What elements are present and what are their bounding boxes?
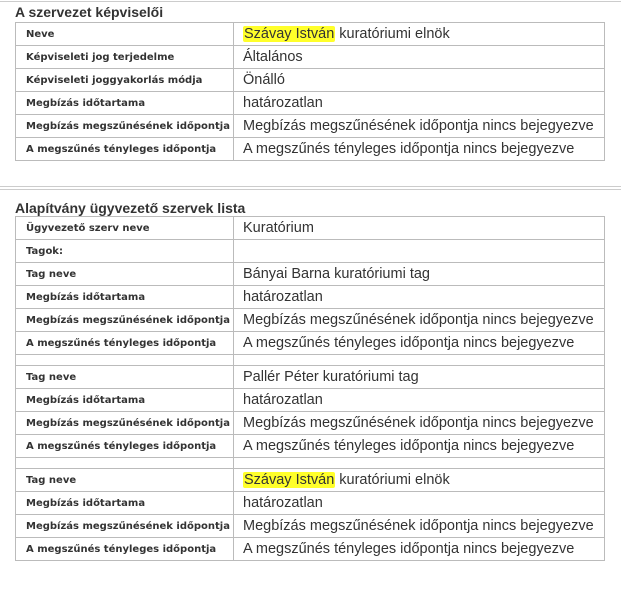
table-row [16,492,605,515]
field-label: A megszűnés tényleges időpontja [16,538,234,561]
field-label: Képviseleti jog terjedelme [16,46,234,69]
table-row [16,389,605,412]
field-label: Megbízás időtartama [16,389,234,412]
field-value: Megbízás megszűnésének időpontja nincs bejegyezve [234,515,605,538]
table-row [16,515,605,538]
table-row [16,332,605,355]
field-value: A megszűnés tényleges időpontja nincs bejegyezve [234,138,605,161]
table-row [16,286,605,309]
field-label: Képviseleti joggyakorlás módja [16,69,234,92]
member-separator [16,458,605,469]
table-row [16,538,605,561]
table-row [16,217,605,240]
field-label: Neve [16,23,234,46]
empty-cell [234,240,605,263]
field-value: Megbízás megszűnésének időpontja nincs bejegyezve [234,412,605,435]
table-row [16,92,605,115]
member-separator [16,355,605,366]
field-label: Megbízás időtartama [16,286,234,309]
field-label: Ügyvezető szerv neve [16,217,234,240]
table-row [16,412,605,435]
field-label: A megszűnés tényleges időpontja [16,332,234,355]
field-value: határozatlan [234,389,605,412]
table-row [16,69,605,92]
highlighted-name: Szávay István [244,26,335,42]
table-row [16,435,605,458]
representative-name-value [234,23,605,46]
field-label: Megbízás megszűnésének időpontja [16,515,234,538]
field-value: Általános [234,46,605,69]
field-label: Tag neve [16,469,234,492]
field-label: A megszűnés tényleges időpontja [16,435,234,458]
field-value: Önálló [234,69,605,92]
table-row [16,138,605,161]
members-label: Tagok: [16,240,234,263]
field-label: Megbízás megszűnésének időpontja [16,115,234,138]
field-value: határozatlan [234,92,605,115]
field-value: határozatlan [234,492,605,515]
field-label: Megbízás megszűnésének időpontja [16,412,234,435]
field-label: Megbízás időtartama [16,492,234,515]
table-row [16,263,605,286]
table-row [16,469,605,492]
member-name-value [234,469,605,492]
name-role: kuratóriumi elnök [335,472,450,488]
field-label: Tag neve [16,366,234,389]
field-value: A megszűnés tényleges időpontja nincs bejegyezve [234,538,605,561]
executive-bodies-table [15,216,605,561]
table-row [16,366,605,389]
field-value: Megbízás megszűnésének időpontja nincs bejegyezve [234,115,605,138]
field-value: határozatlan [234,286,605,309]
representatives-table [15,22,605,161]
field-label: A megszűnés tényleges időpontja [16,138,234,161]
field-label: Megbízás megszűnésének időpontja [16,309,234,332]
section-divider [0,186,621,190]
table-row [16,46,605,69]
member-name-value: Bányai Barna kuratóriumi tag [234,263,605,286]
field-label: Megbízás időtartama [16,92,234,115]
organ-name-value: Kuratórium [234,217,605,240]
highlighted-name: Szávay István [244,472,335,488]
member-name-value: Pallér Péter kuratóriumi tag [234,366,605,389]
field-value: A megszűnés tényleges időpontja nincs bejegyezve [234,435,605,458]
table-row [16,309,605,332]
name-role: kuratóriumi elnök [335,26,450,42]
table-row [16,23,605,46]
field-value: Megbízás megszűnésének időpontja nincs bejegyezve [234,309,605,332]
table-row [16,240,605,263]
field-value: A megszűnés tényleges időpontja nincs bejegyezve [234,332,605,355]
section-title-executive-bodies: Alapítvány ügyvezető szervek lista [15,200,246,216]
section-title-representatives: A szervezet képviselői [15,4,164,20]
top-rule [0,1,621,2]
table-row [16,115,605,138]
field-label: Tag neve [16,263,234,286]
